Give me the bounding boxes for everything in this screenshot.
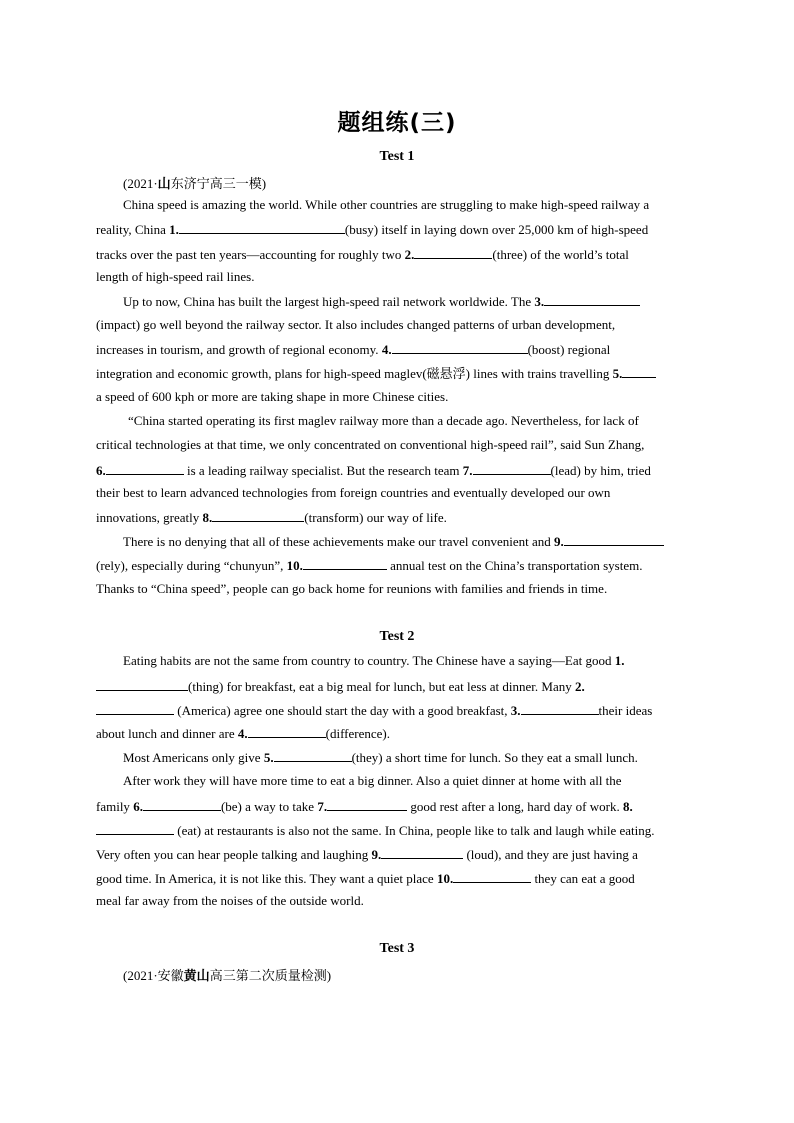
answer-blank-2[interactable] — [414, 246, 492, 259]
answer-blank-5[interactable] — [622, 365, 656, 378]
test2-heading: Test 2 — [379, 629, 415, 644]
test1-line: “China started operating its first maglev railway more than a decade ago. Nevertheless, for lack of — [128, 413, 639, 428]
answer-blank-1[interactable] — [179, 221, 345, 234]
answer-blank-3[interactable] — [544, 293, 640, 306]
test2-line: Very often you can hear people talking and laughing 9. (loud), and they are just having a — [96, 847, 638, 862]
answer-blank-10[interactable] — [453, 870, 531, 883]
answer-blank-8[interactable] — [96, 822, 174, 835]
test1-line: integration and economic growth, plans for high-speed maglev(磁悬浮) lines with trains travelling 5. — [96, 365, 696, 382]
answer-blank-8[interactable] — [212, 509, 304, 522]
answer-blank-7[interactable] — [327, 798, 407, 811]
test1-line: length of high-speed rail lines. — [96, 269, 255, 284]
answer-blank-6[interactable] — [106, 462, 184, 475]
test2-line: (eat) at restaurants is also not the same. In China, people like to talk and laugh while eating. — [96, 822, 696, 839]
test2-line: about lunch and dinner are 4. (difference). — [96, 726, 390, 741]
test1-line: Up to now, China has built the largest high-speed rail network worldwide. The 3. — [123, 293, 723, 310]
answer-blank-9[interactable] — [564, 533, 664, 546]
test1-line: There is no denying that all of these achievements make our travel convenient and 9. — [123, 533, 723, 550]
test2-line: Eating habits are not the same from country to country. The Chinese have a saying—Eat good 1. — [123, 653, 625, 668]
test2-line: After work they will have more time to eat a big dinner. Also a quiet dinner at home with all the — [123, 773, 622, 788]
test1-line: increases in tourism, and growth of regional economy. 4. (boost) regional — [96, 342, 611, 357]
answer-blank-3[interactable] — [521, 702, 599, 715]
test1-line: China speed is amazing the world. While other countries are struggling to make high-speed railway a — [123, 197, 650, 212]
test1-line: reality, China 1. (busy) itself in laying down over 25,000 km of high-speed — [96, 222, 649, 237]
answer-blank-10[interactable] — [303, 557, 387, 570]
test1-line: their best to learn advanced technologies from foreign countries and eventually developed our own — [96, 485, 611, 500]
answer-blank-2[interactable] — [96, 702, 174, 715]
test1-line: tracks over the past ten years—accounting for roughly two 2. (three) of the world’s total — [96, 247, 629, 262]
test1-line: critical technologies at that time, we only concentrated on conventional high-speed rail”, said Sun Zhang, — [96, 437, 645, 452]
test1-line: innovations, greatly 8. (transform) our way of life. — [96, 510, 447, 525]
page-title: 题组练(三) — [337, 110, 457, 136]
answer-blank-7[interactable] — [473, 462, 551, 475]
test1-line: (rely), especially during “chunyun”, 10. annual test on the China’s transportation system. — [96, 558, 643, 573]
test1-source: (2021·山东济宁高三一模) — [123, 176, 267, 192]
test2-line: family 6. (be) a way to take 7. good rest after a long, hard day of work. 8. — [96, 799, 633, 814]
test2-line: good time. In America, it is not like this. They want a quiet place 10. they can eat a good — [96, 871, 635, 886]
answer-blank-5[interactable] — [274, 749, 352, 762]
answer-blank-9[interactable] — [381, 846, 463, 859]
answer-blank-6[interactable] — [143, 798, 221, 811]
test3-heading: Test 3 — [379, 941, 415, 956]
answer-blank-4[interactable] — [248, 725, 326, 738]
test1-line: 6. is a leading railway specialist. But the research team 7. (lead) by him, tried — [96, 463, 651, 478]
test1-line: a speed of 600 kph or more are taking shape in more Chinese cities. — [96, 389, 449, 404]
test2-line: (thing) for breakfast, eat a big meal for lunch, but eat less at dinner. Many 2. — [96, 678, 696, 695]
test1-line: Thanks to “China speed”, people can go back home for reunions with families and friends in time. — [96, 581, 608, 596]
test1-line: (impact) go well beyond the railway sector. It also includes changed patterns of urban development, — [96, 317, 616, 332]
test2-line: (America) agree one should start the day with a good breakfast, 3. their ideas — [96, 702, 696, 719]
test3-source: (2021·安徽黄山高三第二次质量检测) — [123, 968, 332, 984]
test2-line: meal far away from the noises of the outside world. — [96, 893, 364, 908]
answer-blank-1[interactable] — [96, 678, 188, 691]
test1-heading: Test 1 — [379, 149, 415, 164]
answer-blank-4[interactable] — [392, 341, 528, 354]
test2-line: Most Americans only give 5. (they) a short time for lunch. So they eat a small lunch. — [123, 750, 638, 765]
